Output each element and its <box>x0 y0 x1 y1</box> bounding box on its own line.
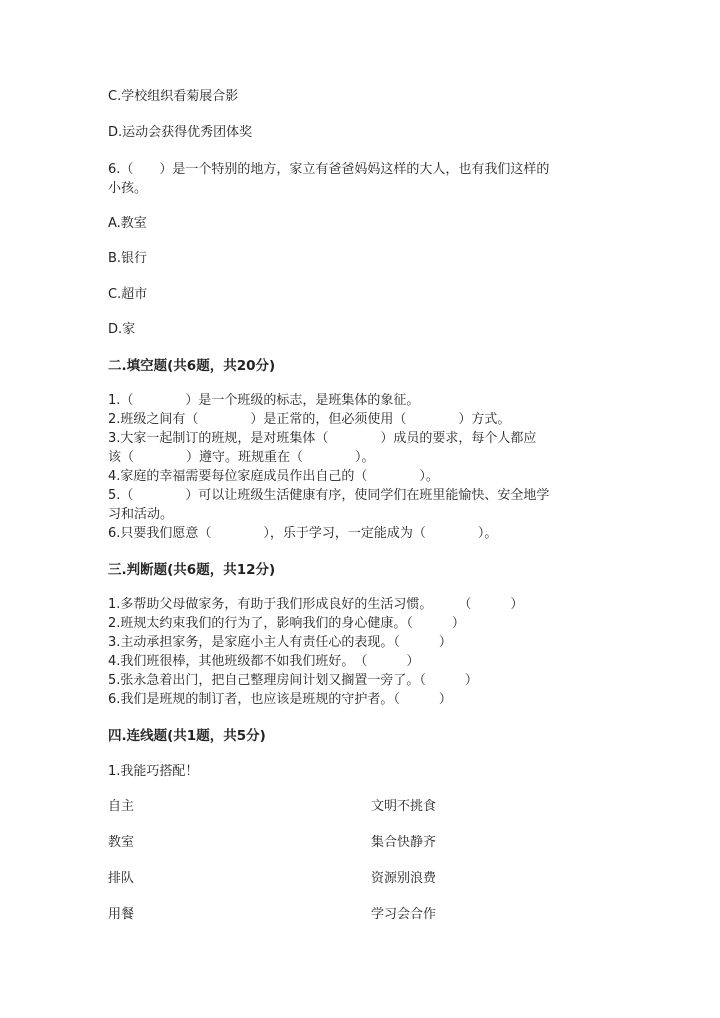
fill-line: 习和活动。 <box>108 507 174 522</box>
fill-line: 1.（ ）是一个班级的标志，是班集体的象征。 <box>108 393 420 408</box>
section-4-heading: 四.连线题(共1题，共5分) <box>108 728 266 744</box>
match-left-item: 自主 <box>108 799 135 814</box>
match-left-item: 排队 <box>108 871 135 886</box>
judge-line: 4.我们班很棒，其他班级都不如我们班好。 （ ） <box>108 654 420 669</box>
fill-line: 4.家庭的幸福需要每位家庭成员作出自己的（ ）。 <box>108 469 439 484</box>
section-2-heading: 二.填空题(共6题，共20分) <box>108 358 276 374</box>
fill-line: 6.只要我们愿意（ ），乐于学习，一定能成为（ ）。 <box>108 526 498 541</box>
fill-line: 2.班级之间有（ ）是正常的，但必须使用（ ）方式。 <box>108 412 511 427</box>
q6-option-d: D.家 <box>108 322 136 337</box>
q5-option-d: D.运动会获得优秀团体奖 <box>108 125 253 140</box>
match-right-item: 资源别浪费 <box>371 871 437 886</box>
judge-line: 5.张永急着出门，把自己整理房间计划又搁置一旁了。（ ） <box>108 673 478 688</box>
match-right-item: 学习会合作 <box>371 907 437 922</box>
q5-option-c: C.学校组织看菊展合影 <box>108 89 239 104</box>
judge-line: 3.主动承担家务，是家庭小主人有责任心的表现。（ ） <box>108 635 452 650</box>
q6-option-c: C.超市 <box>108 287 148 302</box>
match-right-item: 集合快静齐 <box>371 835 437 850</box>
match-left-item: 用餐 <box>108 907 135 922</box>
q6-stem-line-1: 6.（ ）是一个特别的地方，家立有爸爸妈妈这样的大人，也有我们这样的 <box>108 162 550 177</box>
q6-option-a: A.教室 <box>108 216 147 231</box>
section-3-heading: 三.判断题(共6题，共12分) <box>108 562 276 578</box>
match-question: 1.我能巧搭配！ <box>108 764 199 779</box>
judge-line: 2.班规太约束我们的行为了，影响我们的身心健康。（ ） <box>108 616 465 631</box>
q6-stem-line-2: 小孩。 <box>108 181 148 196</box>
judge-line: 6.我们是班规的制订者，也应该是班规的守护者。（ ） <box>108 692 452 707</box>
fill-line: 5.（ ）可以让班级生活健康有序，使同学们在班里能愉快、安全地学 <box>108 488 550 503</box>
q6-option-b: B.银行 <box>108 251 148 266</box>
fill-line: 3.大家一起制订的班规，是对班集体（ ）成员的要求，每个人都应 <box>108 431 537 446</box>
judge-line: 1.多帮助父母做家务，有助于我们形成良好的生活习惯。 （ ） <box>108 597 524 612</box>
match-right-item: 文明不挑食 <box>371 799 437 814</box>
match-left-item: 教室 <box>108 835 135 850</box>
fill-line: 该（ ）遵守。班规重在（ ）。 <box>108 450 375 465</box>
